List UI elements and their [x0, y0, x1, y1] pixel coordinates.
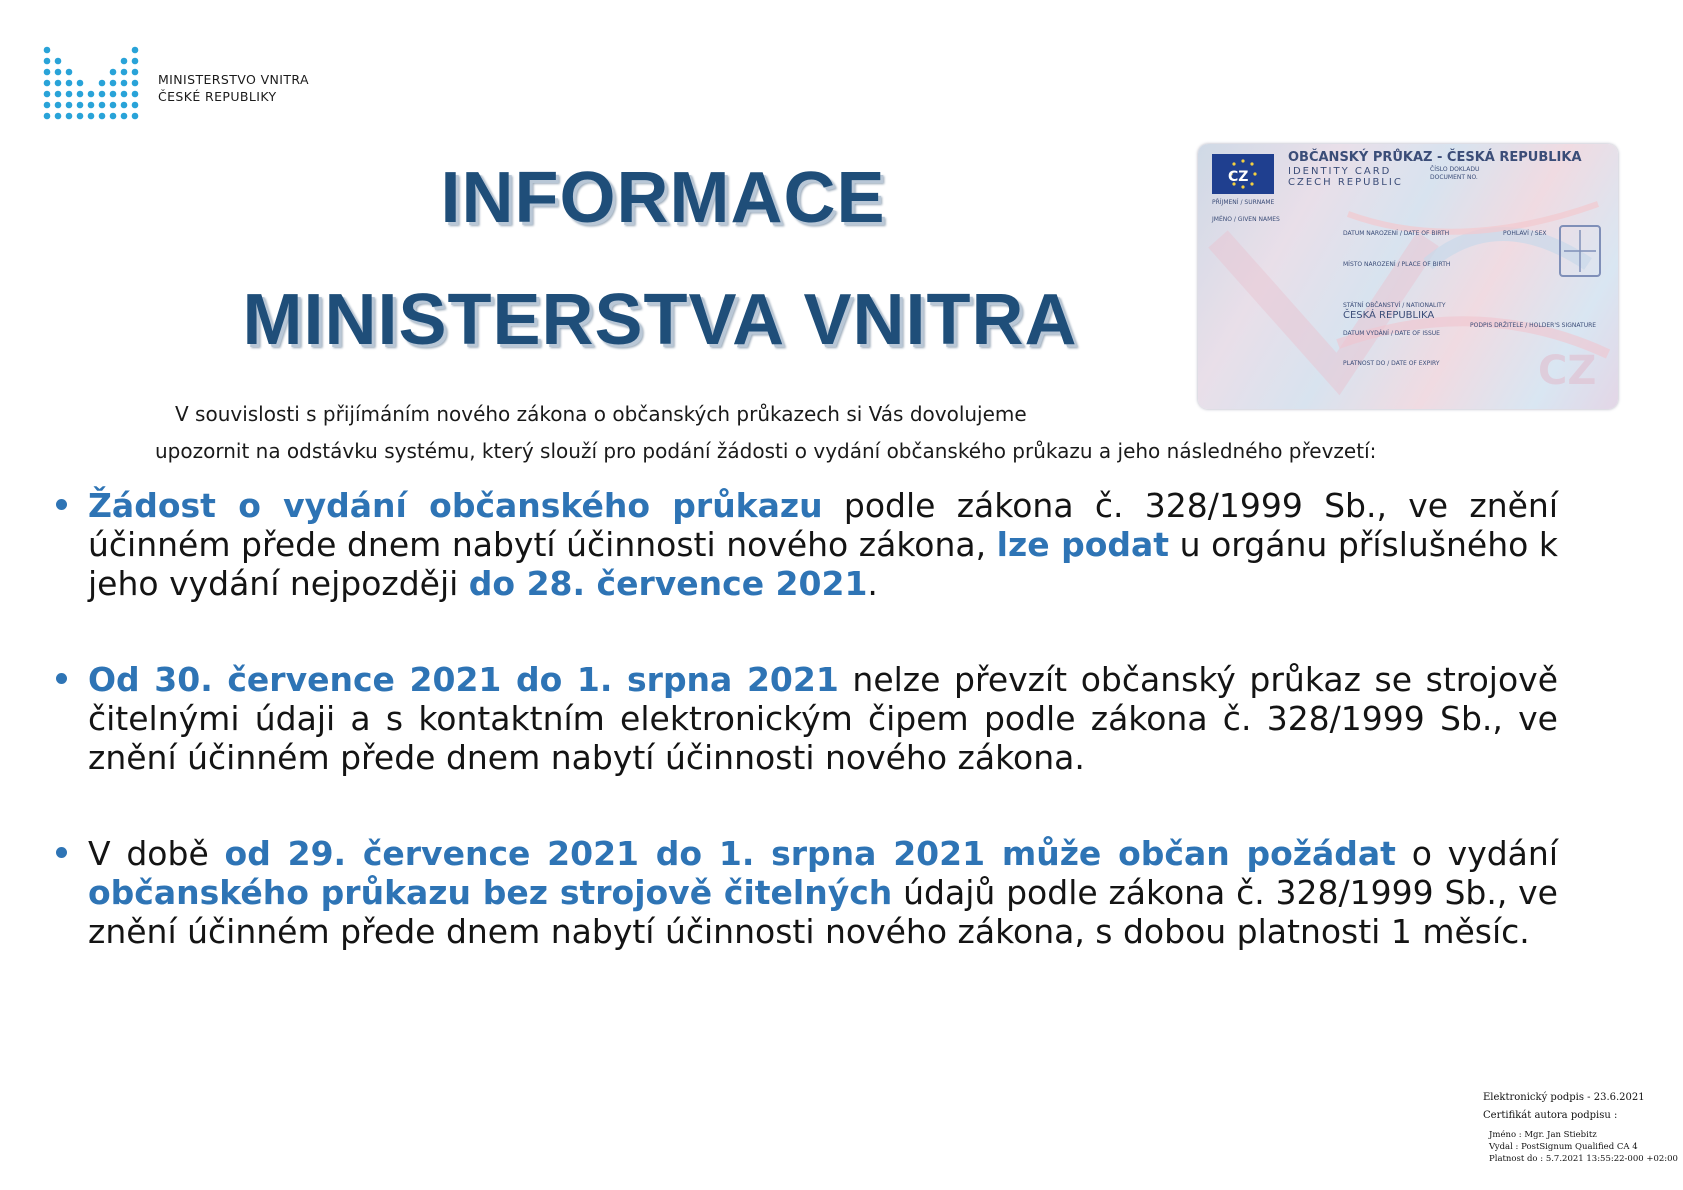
logo-dot: [66, 102, 73, 109]
logo-dot: [132, 102, 139, 109]
logo-dot: [55, 91, 62, 98]
card-docno-1: ČÍSLO DOKLADU: [1430, 166, 1480, 173]
card-issue: DATUM VYDÁNÍ / DATE OF ISSUE: [1343, 330, 1440, 337]
logo-dot: [132, 47, 139, 54]
intro-line-2: upozornit na odstávku systému, který slouží pro podání žádosti o vydání občanského průkazu a jeho následného převzetí:: [155, 439, 1377, 463]
ministry-logo: [42, 45, 342, 125]
logo-dot: [77, 113, 84, 120]
signature-line-2: Certifikát autora podpisu :: [1483, 1110, 1618, 1121]
bullet-3-text-1: V době: [88, 834, 225, 873]
logo-dot: [110, 69, 117, 76]
logo-dot: [99, 91, 106, 98]
logo-dot: [44, 102, 51, 109]
logo-dot: [55, 102, 62, 109]
logo-dot: [77, 80, 84, 87]
bullet-1-text-1: podle zákona č. 328/1999 Sb., ve znění účinném přede dnem nabytí účinnosti nového zákona,: [88, 486, 1559, 564]
logo-dot: [77, 91, 84, 98]
logo-dot: [121, 113, 128, 120]
bullet-3-text-2: o vydání: [1395, 834, 1558, 873]
logo-dot: [44, 47, 51, 54]
card-subtitle-2: CZECH REPUBLIC: [1288, 177, 1403, 188]
logo-dot: [88, 113, 95, 120]
signature-line-5: Platnost do : 5.7.2021 13:55:22-000 +02:00: [1489, 1154, 1678, 1164]
logo-dot: [44, 69, 51, 76]
logo-dot: [121, 102, 128, 109]
logo-dot: [55, 69, 62, 76]
bullet-1-text-2: u orgánu příslušného k jeho vydání nejpozději: [88, 525, 1558, 603]
card-signature-label: PODPIS DRŽITELE / HOLDER'S SIGNATURE: [1470, 322, 1597, 329]
logo-dot: [88, 102, 95, 109]
card-docno-2: DOCUMENT NO.: [1430, 174, 1478, 181]
logo-dot: [121, 80, 128, 87]
logo-dot: [66, 113, 73, 120]
logo-dot: [99, 102, 106, 109]
bullet-1-highlight-1: Žádost o vydání občanského průkazu: [88, 486, 823, 525]
card-pob: MÍSTO NAROZENÍ / PLACE OF BIRTH: [1343, 261, 1451, 268]
logo-dot: [121, 58, 128, 65]
logo-text: [158, 71, 309, 105]
list-item-3: [88, 834, 1558, 951]
bullet-3-highlight-1: od 29. července 2021 do 1. srpna 2021 může občan požádat: [224, 834, 1396, 873]
bullet-1-highlight-2: lze podat: [996, 525, 1170, 564]
logo-dot: [88, 91, 95, 98]
card-country-badge: CZ: [1228, 169, 1249, 185]
logo-dot: [44, 113, 51, 120]
card-dob: DATUM NAROZENÍ / DATE OF BIRTH: [1343, 230, 1450, 237]
logo-dot: [55, 80, 62, 87]
logo-dot: [132, 80, 139, 87]
logo-dot: [110, 102, 117, 109]
logo-dot: [132, 69, 139, 76]
logo-dot: [77, 102, 84, 109]
logo-dot: [44, 91, 51, 98]
bullet-icon: [56, 673, 67, 684]
bullet-3-highlight-2: občanského průkazu bez strojově čitelných: [88, 873, 893, 912]
logo-dot: [132, 91, 139, 98]
card-nationality-value: ČESKÁ REPUBLIKA: [1343, 310, 1435, 321]
page-title-line-1: INFORMACE: [440, 158, 886, 238]
logo-dot: [99, 113, 106, 120]
bullet-1-highlight-3: do 28. července 2021: [468, 564, 868, 603]
logo-dots-icon: [42, 45, 144, 121]
logo-dot: [55, 113, 62, 120]
logo-dot: [66, 91, 73, 98]
signature-line-4: Vydal : PostSignum Qualified CA 4: [1489, 1142, 1638, 1152]
bullet-2-text-1: nelze převzít občanský průkaz se strojově čitelnými údaji a s kontaktním elektronickým čipem podle zákona č. 328/1999 Sb., ve znění účinném přede dnem nabytí účinnosti nového zákona.: [88, 660, 1558, 777]
logo-dot: [44, 80, 51, 87]
signature-line-1: Elektronický podpis - 23.6.2021: [1483, 1092, 1645, 1103]
logo-dot: [132, 113, 139, 120]
logo-dot: [99, 80, 106, 87]
logo-dot: [110, 91, 117, 98]
logo-line-2: ČESKÉ REPUBLIKY: [158, 89, 277, 104]
bullet-2-highlight-1: Od 30. července 2021 do 1. srpna 2021: [88, 660, 839, 699]
electronic-signature: [1483, 1090, 1683, 1165]
list-item-1: [88, 486, 1558, 603]
card-nationality-label: STÁTNÍ OBČANSTVÍ / NATIONALITY: [1343, 302, 1446, 309]
logo-dot: [55, 58, 62, 65]
logo-dot: [66, 69, 73, 76]
card-expiry: PLATNOST DO / DATE OF EXPIRY: [1343, 360, 1440, 367]
list-item-2: [88, 660, 1558, 777]
bullet-1-text-3: .: [867, 564, 878, 603]
card-title: OBČANSKÝ PRŮKAZ - ČESKÁ REPUBLIKA: [1288, 150, 1582, 165]
id-card-graphic: [1198, 144, 1618, 409]
svg-text:CZ: CZ: [1538, 348, 1597, 394]
card-sex: POHLAVÍ / SEX: [1503, 230, 1547, 237]
logo-dot: [44, 58, 51, 65]
card-surname: PŘÍJMENÍ / SURNAME: [1212, 199, 1275, 206]
bullet-3-text-3: údajů podle zákona č. 328/1999 Sb., ve znění účinném přede dnem nabytí účinnosti nového zákona, s dobou platnosti 1 měsíc.: [88, 873, 1558, 951]
page-title-line-2: MINISTERSTVA VNITRA: [242, 280, 1078, 360]
logo-dot: [132, 58, 139, 65]
bullet-icon: [56, 499, 67, 510]
logo-dot: [121, 69, 128, 76]
logo-dot: [110, 113, 117, 120]
logo-line-1: MINISTERSTVO VNITRA: [158, 72, 309, 87]
card-subtitle-1: IDENTITY CARD: [1288, 166, 1392, 177]
id-card-image: [1198, 144, 1618, 409]
logo-dot: [66, 80, 73, 87]
signature-line-3: Jméno : Mgr. Jan Stiebitz: [1489, 1130, 1597, 1140]
logo-dot: [121, 91, 128, 98]
logo-dot: [110, 80, 117, 87]
bullet-icon: [56, 847, 67, 858]
intro-line-1: V souvislosti s přijímáním nového zákona o občanských průkazech si Vás dovolujeme: [175, 402, 1027, 426]
card-given-names: JMÉNO / GIVEN NAMES: [1212, 216, 1280, 223]
